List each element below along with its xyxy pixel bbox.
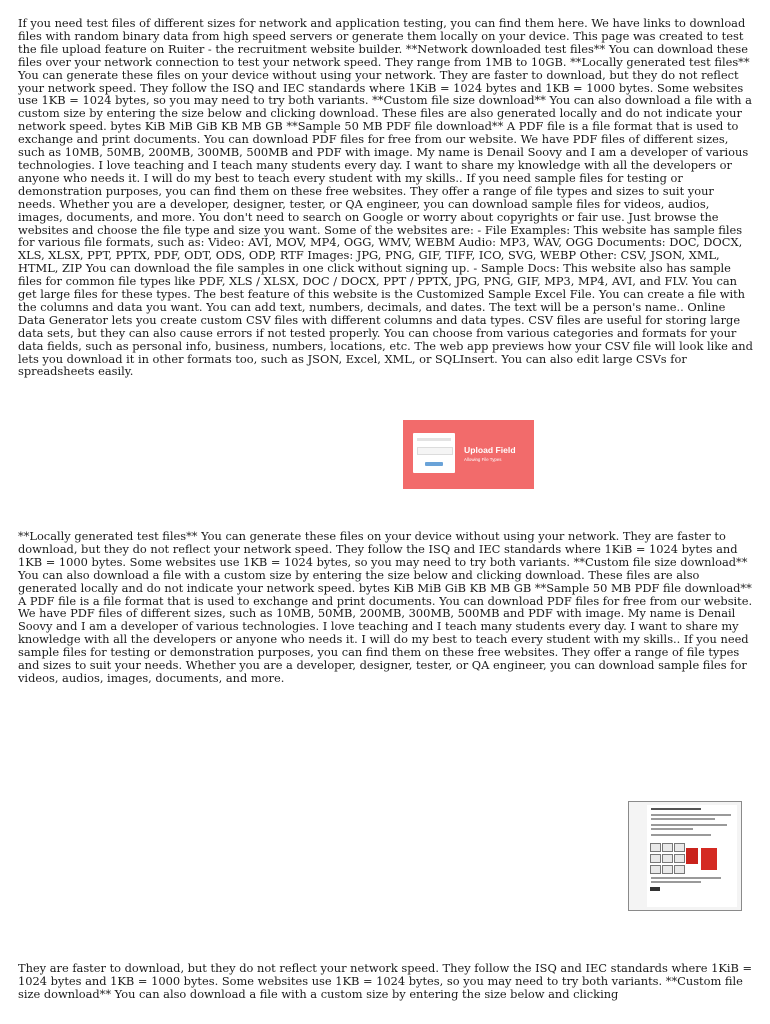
pdf-icon-large [701, 848, 717, 870]
website-screenshot-thumbnail [628, 801, 742, 911]
pdf-icon [686, 848, 698, 864]
body-paragraph-2: **Locally generated test files** You can generate these files on your device without using your network. They are faster to download, but they do not reflect your network speed. They follow the ISQ and IEC standards where 1KiB = 1024 bytes and 1KB = 1000 bytes. Some websites use 1KB = 1024 bytes, so you may need to try both variants. **Custom file size download** You can also download a file with a custom size by entering the size below and clicking download. These files are also generated locally and do not indicate your network speed. bytes KiB MiB GiB KB MB GB **Sample 50 MB PDF file download** A PDF file is a file format that is used to exchange and print documents. You can download PDF files for free from our website. We have PDF files of different sizes, such as 10MB, 50MB, 200MB, 300MB, 500MB and PDF with image. My name is Denail Soovy and I am a developer of various technologies. I love teaching and I teach many students every day. I want to share my knowledge with all the developers or anyone who needs it. I will do my best to teach every student with my skills.. If you need sample files for testing or demonstration purposes, you can find them on these free websites. They offer a range of file types and sizes to suit your needs. Whether you are a developer, designer, tester, or QA engineer, you can download sample files for videos, audios, images, documents, and more. [18, 529, 753, 685]
body-paragraph-3: They are faster to download, but they do not reflect your network speed. They follow the ISQ and IEC standards where 1KiB = 1024 bytes and 1KB = 1000 bytes. Some websites use 1KB = 1024 bytes, so you may need to try both variants. **Custom file size download** You can also download a file with a custom size by entering the size below and clicking [18, 961, 753, 1001]
upload-field-title: Upload Field [464, 445, 516, 455]
body-paragraph-1: If you need test files of different sizes for network and application testing, you can find them here. We have links to download files with random binary data from high speed servers or generate them locally on your device. This page was created to test the file upload feature on Ruiter - the recruitment website builder. **Network downloaded test files** You can download these files over your network connection to test your network speed. They range from 1MB to 10GB. **Locally generated test files** You can generate these files on your device without using your network. They are faster to download, but they do not reflect your network speed. They follow the ISQ and IEC standards where 1KiB = 1024 bytes and 1KB = 1000 bytes. Some websites use 1KB = 1024 bytes, so you may need to try both variants. **Custom file size download** You can also download a file with a custom size by entering the size below and clicking download. These files are also generated locally and do not indicate your network speed. bytes KiB MiB GiB KB MB GB **Sample 50 MB PDF file download** A PDF file is a file format that is used to exchange and print documents. You can download PDF files for free from our website. We have PDF files of different sizes, such as 10MB, 50MB, 200MB, 300MB, 500MB and PDF with image. My name is Denail Soovy and I am a developer of various technologies. I love teaching and I teach many students every day. I want to share my knowledge with all the developers or anyone who needs it. I will do my best to teach every student with my skills.. If you need sample files for testing or demonstration purposes, you can find them on these free websites. They offer a range of file types and sizes to suit your needs. Whether you are a developer, designer, tester, or QA engineer, you can download sample files for videos, audios, images, documents, and more. You don't need to search on Google or worry about copyrights or fair use. Just browse the websites and choose the file type and size you want. Some of the websites are: - File Examples: This website has sample files for various file formats, such as: Video: AVI, MOV, MP4, OGG, WMV, WEBM Audio: MP3, WAV, OGG Documents: DOC, DOCX, XLS, XLSX, PPT, PPTX, PDF, ODT, ODS, ODP, RTF Images: JPG, PNG, GIF, TIFF, ICO, SVG, WEBP Other: CSV, JSON, XML, HTML, ZIP You can download the file samples in one click without signing up. - Sample Docs: This website also has sample files for common file types like PDF, XLS / XLSX, DOC / DOCX, PPT / PPTX, JPG, PNG, GIF, MP3, MP4, AVI, and FLV. You can get large files for these types. The best feature of this website is the Customized Sample Excel File. You can create a file with the columns and data you want. You can add text, numbers, decimals, and dates. The text will be a person's name.. Online Data Generator lets you create custom CSV files with different columns and data types. CSV files are useful for storing large data sets, but they can also cause errors if not tested properly. You can choose from various categories and formats for your data fields, such as personal info, business, numbers, locations, etc. The web app previews how your CSV file will look like and lets you download it in other formats too, such as JSON, Excel, XML, or SQLInsert. You can also edit large CSVs for spreadsheets easily. [18, 16, 753, 379]
upload-form-illustration [413, 433, 455, 473]
upload-field-subtitle: Allowing File Types [464, 457, 502, 462]
upload-field-image [403, 420, 534, 489]
